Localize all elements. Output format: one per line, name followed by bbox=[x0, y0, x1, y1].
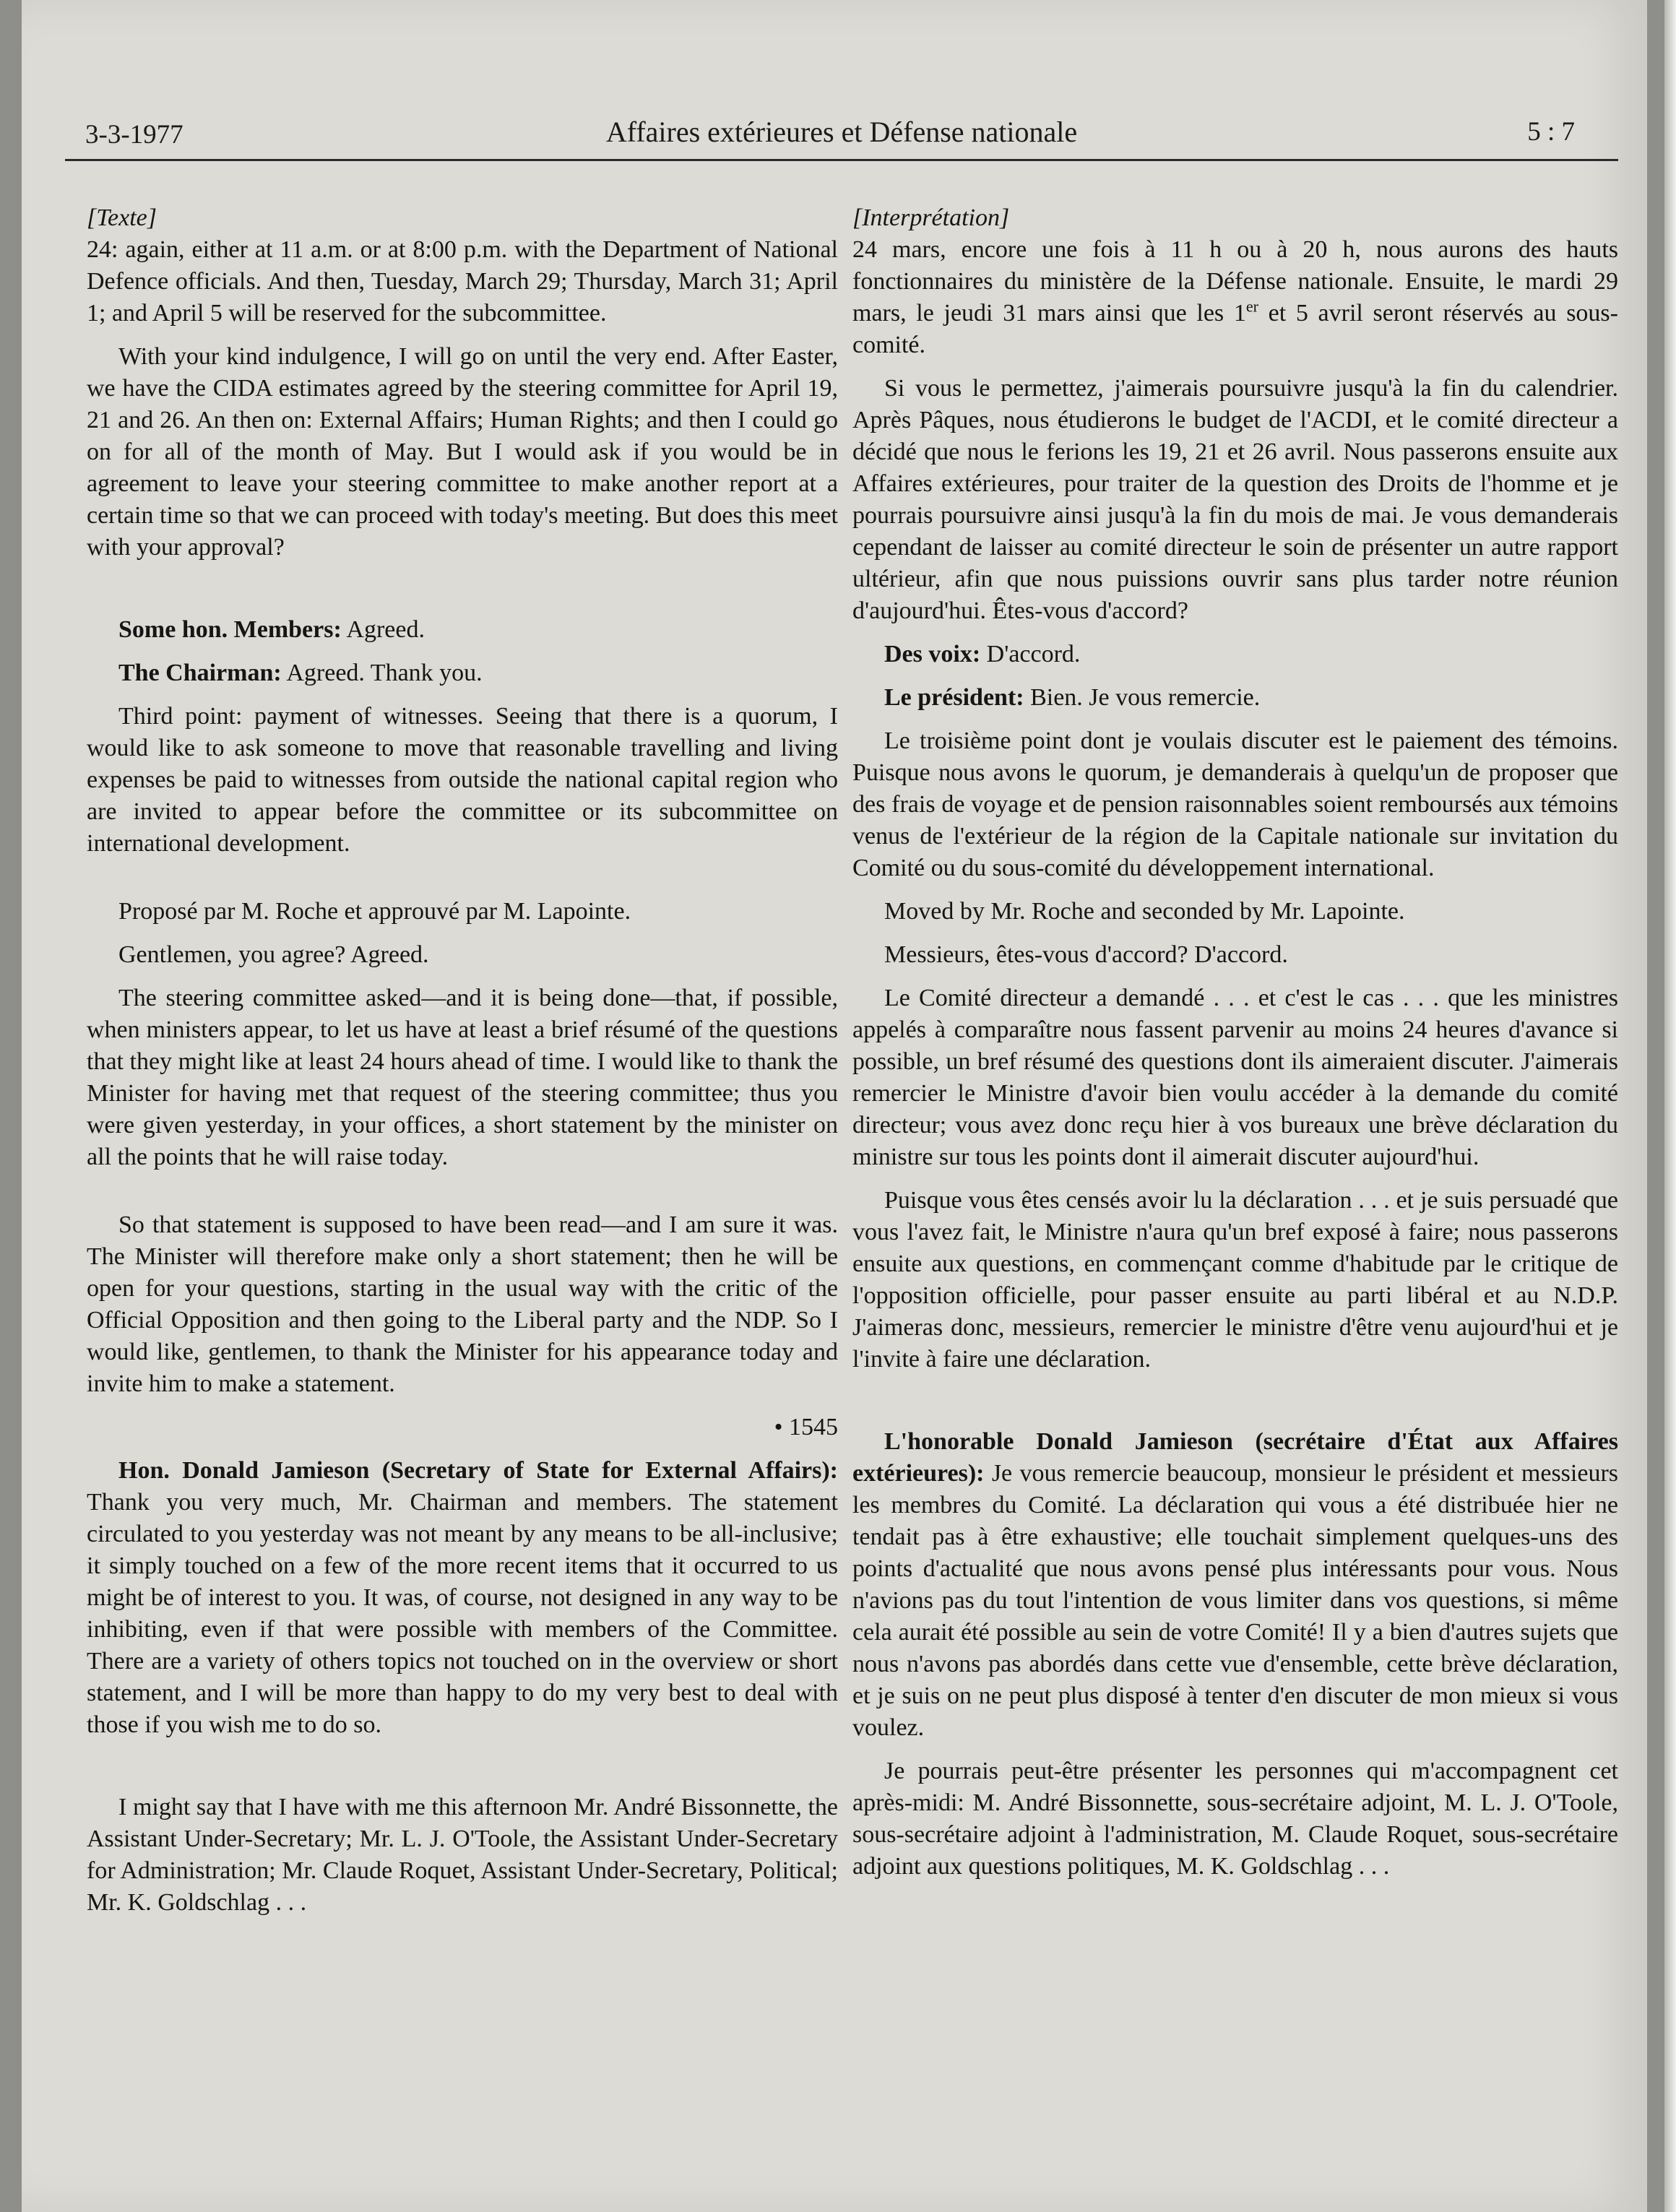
english-column bbox=[87, 202, 838, 1930]
speaker: L'honorable Donald Jamieson (secrétaire d'État aux Affaires extérieures): bbox=[852, 1428, 1618, 1487]
paragraph: Si vous le permettez, j'aimerais poursuivre jusqu'à la fin du calendrier. Après Pâques, nous étudierons le budget de l'ACDI, et le comité directeur a décidé que nous le ferions les 19, 21 et 26 avril. Nous passerons ensuite aux Affaires extérieures, pour traiter de la question des Droits de l'homme et je pourrais poursuivre ainsi jusqu'à la fin du mois de mai. Je vous demanderais cependant de laisser au comité directeur le soin de présenter un autre rapport ultérieur, afin que nous puissions ouvrir sans plus tarder notre réunion d'aujourd'hui. Êtes-vous d'accord? bbox=[852, 375, 1618, 624]
paragraph: 24: again, either at 11 a.m. or at 8:00 p.m. with the Department of National Defence officials. And then, Tuesday, March 29; Thursday, March 31; April 1; and April 5 will be reserved for the subcommittee. bbox=[87, 236, 838, 327]
paragraph: Proposé par M. Roche et approuvé par M. Lapointe. bbox=[118, 898, 631, 925]
paragraph: Le président: Bien. Je vous remercie. bbox=[884, 684, 1261, 711]
paragraph: Third point: payment of witnesses. Seeing that there is a quorum, I would like to ask someone to move that reasonable travelling and living expenses be paid to witnesses from outside the national capital region who are invited to appear before the committee or its subcommittee on international development. bbox=[87, 703, 838, 857]
paragraph: Puisque vous êtes censés avoir lu la déclaration . . . et je suis persuadé que vous l'avez fait, le Ministre n'aura qu'un bref exposé à faire; nous passerons ensuite aux questions, en commençant comme d'habitude par le critique de l'opposition officielle, pour passer ensuite au parti libéral et au N.D.P. J'aimeras donc, messieurs, remercier le ministre d'être venu aujourd'hui et je l'invite à faire une déclaration. bbox=[852, 1187, 1618, 1373]
speaker: The Chairman: bbox=[118, 660, 282, 686]
column-label: [Texte] bbox=[87, 204, 157, 231]
paragraph: With your kind indulgence, I will go on until the very end. After Easter, we have the CIDA estimates agreed by the steering committee for April 19, 21 and 26. An then on: External Affairs; Human Rights; and then I could go on for all of the month of May. But I would ask if you would be in agreement to leave your steering committee to make another report at a certain time so that we can proceed with today's meeting. But does this meet with your approval? bbox=[87, 343, 838, 561]
paragraph: Des voix: D'accord. bbox=[884, 641, 1081, 668]
paragraph: Je pourrais peut-être présenter les personnes qui m'accompagnent cet après-midi: M. André Bissonnette, sous-secrétaire adjoint, M. L. J. O'Toole, sous-secrétaire adjoint à l'administration, M. Claude Roquet, sous-secrétaire adjoint aux questions politiques, M. K. Goldschlag . . . bbox=[852, 1758, 1618, 1880]
column-label: [Interprétation] bbox=[852, 204, 1010, 231]
page-number: 5 : 7 bbox=[1527, 117, 1575, 147]
paragraph: Gentlemen, you agree? Agreed. bbox=[118, 941, 429, 968]
paragraph: Le Comité directeur a demandé . . . et c'est le cas . . . que les ministres appelés à comparaître nous fassent parvenir au moins 24 heures d'avance si possible, un bref résumé des questions dont ils aimeraient discuter. J'aimerais remercier le Ministre d'avoir bien voulu accéder à la demande du comité directeur; vous avez donc reçu hier à vos bureaux une brève déclaration du ministre sur tous les points dont il aimerait discuter aujourd'hui. bbox=[852, 985, 1618, 1170]
speaker: Le président: bbox=[884, 684, 1024, 711]
speaker: Des voix: bbox=[884, 641, 981, 668]
speaker: Hon. Donald Jamieson (Secretary of State for External Affairs): bbox=[118, 1457, 838, 1484]
paragraph: I might say that I have with me this afternoon Mr. André Bissonnette, the Assistant Under-Secretary; Mr. L. J. O'Toole, the Assistant Under-Secretary for Administration; Mr. Claude Roquet, Assistant Under-Secretary, Political; Mr. K. Goldschlag . . . bbox=[87, 1794, 838, 1916]
paragraph: Moved by Mr. Roche and seconded by Mr. Lapointe. bbox=[884, 898, 1405, 925]
header-title: Affaires extérieures et Défense nationale bbox=[605, 116, 1078, 148]
paragraph: The Chairman: Agreed. Thank you. bbox=[118, 660, 483, 686]
page bbox=[22, 0, 1647, 2212]
paragraph: The steering committee asked—and it is being done—that, if possible, when ministers appear, to let us have at least a brief résumé of the questions that they might like at least 24 hours ahead of time. I would like to thank the Minister for having met that request of the steering committee; thus you were given yesterday, in your offices, a short statement by the minister on all the points that he will raise today. bbox=[87, 985, 838, 1170]
time-marker: • 1545 bbox=[774, 1414, 838, 1440]
running-header bbox=[65, 108, 1618, 161]
paragraph: Le troisième point dont je voulais discuter est le paiement des témoins. Puisque nous avons le quorum, je demanderais à quelqu'un de proposer que des frais de voyage et de pension raisonnables soient remboursés aux témoins venus de l'extérieur de la région de la Capitale nationale sur invitation du Comité ou du sous-comité du développement international. bbox=[852, 727, 1618, 881]
paragraph: Messieurs, êtes-vous d'accord? D'accord. bbox=[884, 941, 1288, 968]
header-date: 3-3-1977 bbox=[85, 120, 183, 150]
paragraph: Hon. Donald Jamieson (Secretary of State for External Affairs): Thank you very much, Mr. Chairman and members. The statement circulated to you yesterday was not meant by any means to be all-inclusive; it simply touched on a few of the more recent items that it occurred to us might be of interest to you. It was, of course, not designed in any way to be inhibiting, even if that were possible with members of the Committee. There are a variety of others topics not touched on in the overview or short statement, and I will be more than happy to do my very best to deal with those if you wish me to do so. bbox=[87, 1457, 838, 1738]
paragraph: Some hon. Members: Agreed. bbox=[118, 616, 425, 643]
speaker: Some hon. Members: bbox=[118, 616, 342, 643]
paragraph: 24 mars, encore une fois à 11 h ou à 20 h, nous aurons des hauts fonctionnaires du ministère de la Défense nationale. Ensuite, le mardi 29 mars, le jeudi 31 mars ainsi que les 1er et 5 avril seront réservés au sous-comité. bbox=[852, 236, 1618, 358]
page-edge-shadow bbox=[1664, 0, 1676, 2212]
french-column bbox=[852, 202, 1618, 1894]
paragraph: So that statement is supposed to have been read—and I am sure it was. The Minister will therefore make only a short statement; then he will be open for your questions, starting in the usual way with the critic of the Official Opposition and then going to the Liberal party and the NDP. So I would like, gentlemen, to thank the Minister for his appearance today and invite him to make a statement. bbox=[87, 1211, 838, 1397]
paragraph: L'honorable Donald Jamieson (secrétaire d'État aux Affaires extérieures): Je vous remercie beaucoup, monsieur le président et messieurs les membres du Comité. La déclaration qui vous a été distribuée hier ne tendait pas à être exhaustive; elle touchait simplement quelques-uns des points d'actualité que nous avons pensé plus intéressants pour vous. Nous n'avions pas du tout l'intention de vous limiter dans vos questions, si même cela aurait été possible au sein de votre Comité! Il y a bien d'autres sujets que nous n'avons pas abordés dans cette vue d'ensemble, cette brève déclaration, et je suis on ne peut plus disposé à tenter d'en discuter de mon mieux si vous voulez. bbox=[852, 1428, 1618, 1741]
